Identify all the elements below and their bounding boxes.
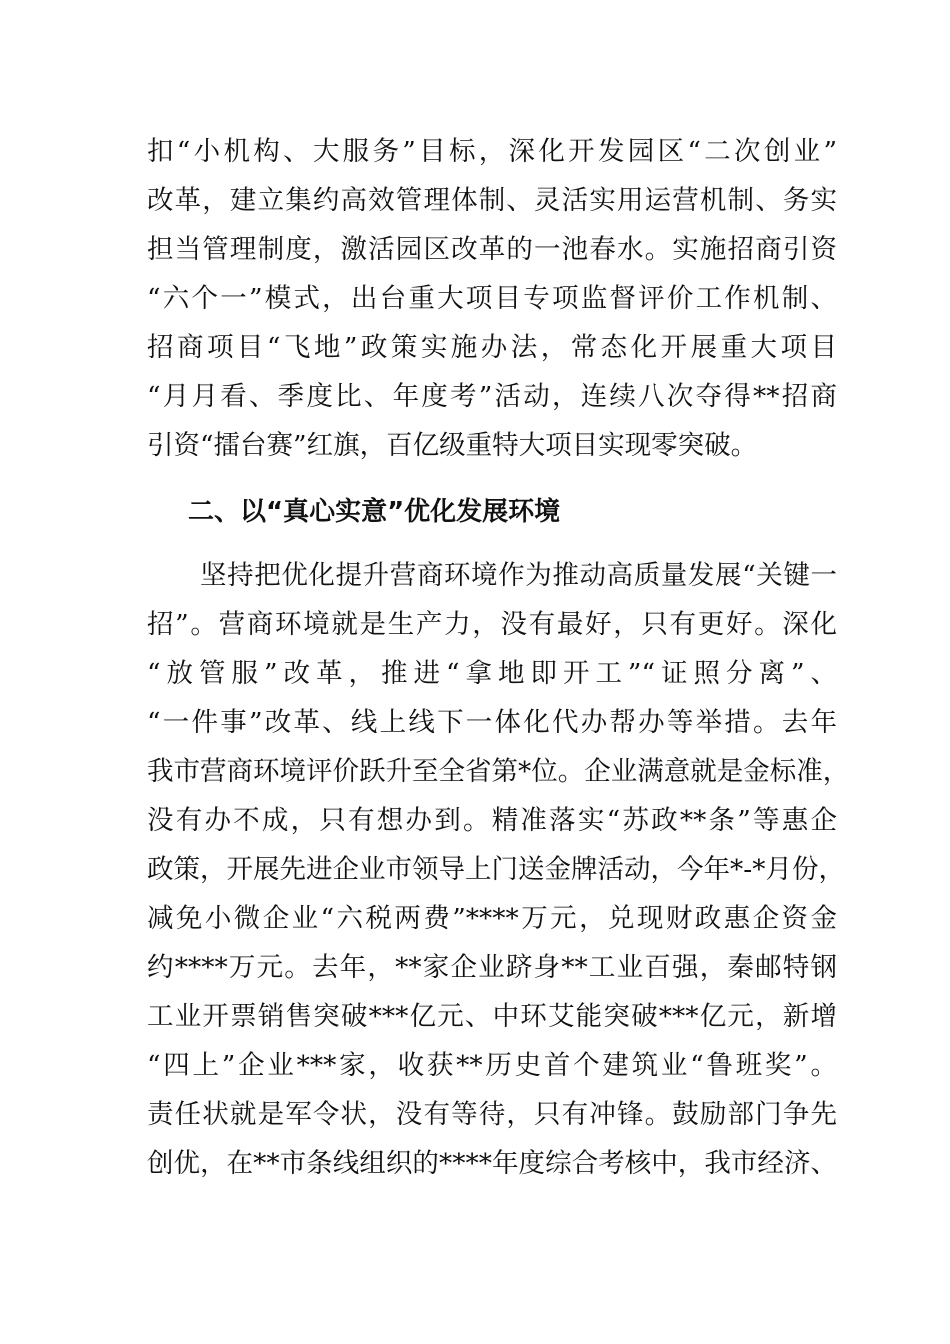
section-heading: 二、以“真心实意”优化发展环境 (188, 497, 561, 527)
paragraph-2-line-1: 坚持把优化提升营商环境作为推动高质量发展“关键一 (200, 560, 837, 591)
paragraph-2-line-5: 我市营商环境评价跃升至全省第*位。企业满意就是金标准， (147, 756, 850, 787)
paragraph-2-line-8: 减免小微企业“六税两费”****万元，兑现财政惠企资金 (147, 903, 837, 934)
paragraph-1-line-3: 担当管理制度，激活园区改革的一池春水。实施招商引资 (147, 234, 837, 265)
paragraph-2-line-7: 政策，开展先进企业市领导上门送金牌活动，今年*-*月份， (147, 854, 845, 885)
paragraph-2-line-2: 招”。营商环境就是生产力，没有最好，只有更好。深化 (147, 609, 837, 640)
paragraph-1-line-7: 引资“擂台赛”红旗，百亿级重特大项目实现零突破。 (147, 430, 758, 461)
paragraph-2-line-13: 创优，在**市条线组织的****年度综合考核中，我市经济、 (147, 1148, 837, 1179)
paragraph-1-line-5: 招商项目“飞地”政策实施办法，常态化开展重大项目 (147, 332, 837, 363)
paragraph-1-line-4: “六个一”模式，出台重大项目专项监督评价工作机制、 (147, 283, 837, 314)
paragraph-2-line-3: “放管服”改革，推进“拿地即开工”“证照分离”、 (147, 658, 837, 689)
paragraph-2-line-11: “四上”企业***家，收获**历史首个建筑业“鲁班奖”。 (147, 1050, 837, 1081)
paragraph-2-line-12: 责任状就是军令状，没有等待，只有冲锋。鼓励部门争先 (147, 1099, 837, 1130)
paragraph-1-line-1: 扣“小机构、大服务”目标，深化开发园区“二次创业” (147, 136, 837, 167)
paragraph-1-line-2: 改革，建立集约高效管理体制、灵活实用运营机制、务实 (147, 185, 837, 216)
paragraph-2-line-9: 约****万元。去年，**家企业跻身**工业百强，秦邮特钢 (147, 952, 837, 983)
paragraph-1-line-6: “月月看、季度比、年度考”活动，连续八次夺得**招商 (147, 381, 837, 412)
paragraph-2-line-6: 没有办不成，只有想办到。精准落实“苏政**条”等惠企 (147, 805, 837, 836)
paragraph-2-line-4: “一件事”改革、线上线下一体化代办帮办等举措。去年 (147, 707, 837, 738)
paragraph-2-line-10: 工业开票销售突破***亿元、中环艾能突破***亿元，新增 (147, 1001, 837, 1032)
